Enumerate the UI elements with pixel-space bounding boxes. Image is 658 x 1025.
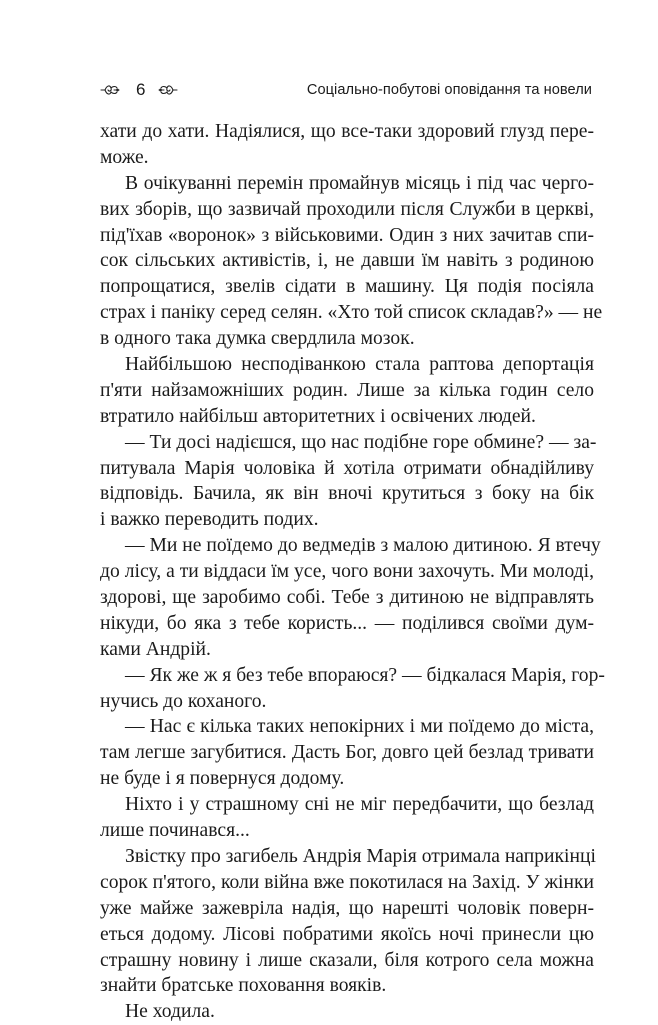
text-line: втратило найбільш авторитетних і освічених людей. <box>100 405 536 427</box>
text-line: — Як же ж я без тебе впораюся? — бідкалася Марія, гор- <box>125 664 605 686</box>
text-line: не буде і я повернуся додому. <box>100 768 345 790</box>
fleuron-right-icon <box>158 83 178 97</box>
text-line: — Ти досі надієшся, що нас подібне горе обмине? — за- <box>125 431 597 453</box>
body-text <box>100 119 605 1025</box>
text-line: нікуди, бо яка з тебе користь... — поділився своїми дум- <box>100 612 594 634</box>
text-line: Не ходила. <box>125 1001 215 1023</box>
text-line: під'їхав «воронок» з військовими. Один з них зачитав спи- <box>100 224 594 246</box>
text-line: Звістку про загибель Андрія Марія отримала наприкінці <box>125 845 596 867</box>
text-line: Ніхто і у страшному сні не міг передбачити, що безлад <box>125 794 594 816</box>
text-line: хати до хати. Надіялися, що все-таки здоровий глузд пере- <box>100 121 594 142</box>
text-line: в одного така думка свердлила мозок. <box>100 328 415 350</box>
running-header <box>100 78 592 102</box>
text-line: еться додому. Лісові побратими якоїсь ночі принесли цю <box>100 923 594 945</box>
text-line: відповідь. Бачила, як він вночі крутиться з боку на бік <box>100 483 594 505</box>
text-line: сорок п'ятого, коли війна вже покотилася на Захід. У жінки <box>100 871 594 893</box>
text-line: здорові, ще заробимо собі. Тебе з дитиною не відправлять <box>100 587 594 609</box>
text-line: Найбільшою несподіванкою стала раптова депортація <box>125 354 594 376</box>
text-line: вих зборів, що зазвичай проходили після Служби в церкві, <box>100 198 594 220</box>
text-line: — Ми не поїдемо до ведмедів з малою дитиною. Я втечу <box>125 535 601 557</box>
text-line: попрощатися, звелів сідати в машину. Ця подія посіяла <box>100 276 594 298</box>
text-line: там легше загубитися. Дасть Бог, довго цей безлад тривати <box>100 742 594 764</box>
text-line: питувала Марія чоловіка й хотіла отримати обнадійливу <box>100 457 594 479</box>
text-line: — Нас є кілька таких непокірних і ми поїдемо до міста, <box>125 716 594 738</box>
running-title: Соціально-побутові оповідання та новели <box>306 82 592 98</box>
text-line: знайти братське поховання вояків. <box>100 975 387 997</box>
text-line: може. <box>100 146 149 168</box>
text-line: страх і паніку серед селян. «Хто той список складав?» — не <box>100 302 603 324</box>
text-line: лише починався... <box>100 820 250 842</box>
text-line: нучись до коханого. <box>100 690 267 712</box>
text-line: сок сільських активістів, і, не давши їм навіть з родиною <box>100 250 594 272</box>
text-line: ками Андрій. <box>100 638 211 660</box>
fleuron-left-icon <box>100 83 120 97</box>
page-number: 6 <box>136 80 146 99</box>
text-line: п'яти найзаможніших родин. Лише за кілька годин село <box>100 379 594 401</box>
text-line: страшну новину і лише сказали, біля котрого села можна <box>100 949 594 971</box>
text-line: і важко переводить подих. <box>100 509 319 531</box>
text-line: В очікуванні перемін промайнув місяць і під час черго- <box>125 172 594 194</box>
text-line: уже майже зажевріла надія, що нарешті чоловік поверн- <box>100 897 594 919</box>
text-line: до лісу, а ти віддаси їм усе, чого вони захочуть. Ми молоді, <box>100 561 594 583</box>
